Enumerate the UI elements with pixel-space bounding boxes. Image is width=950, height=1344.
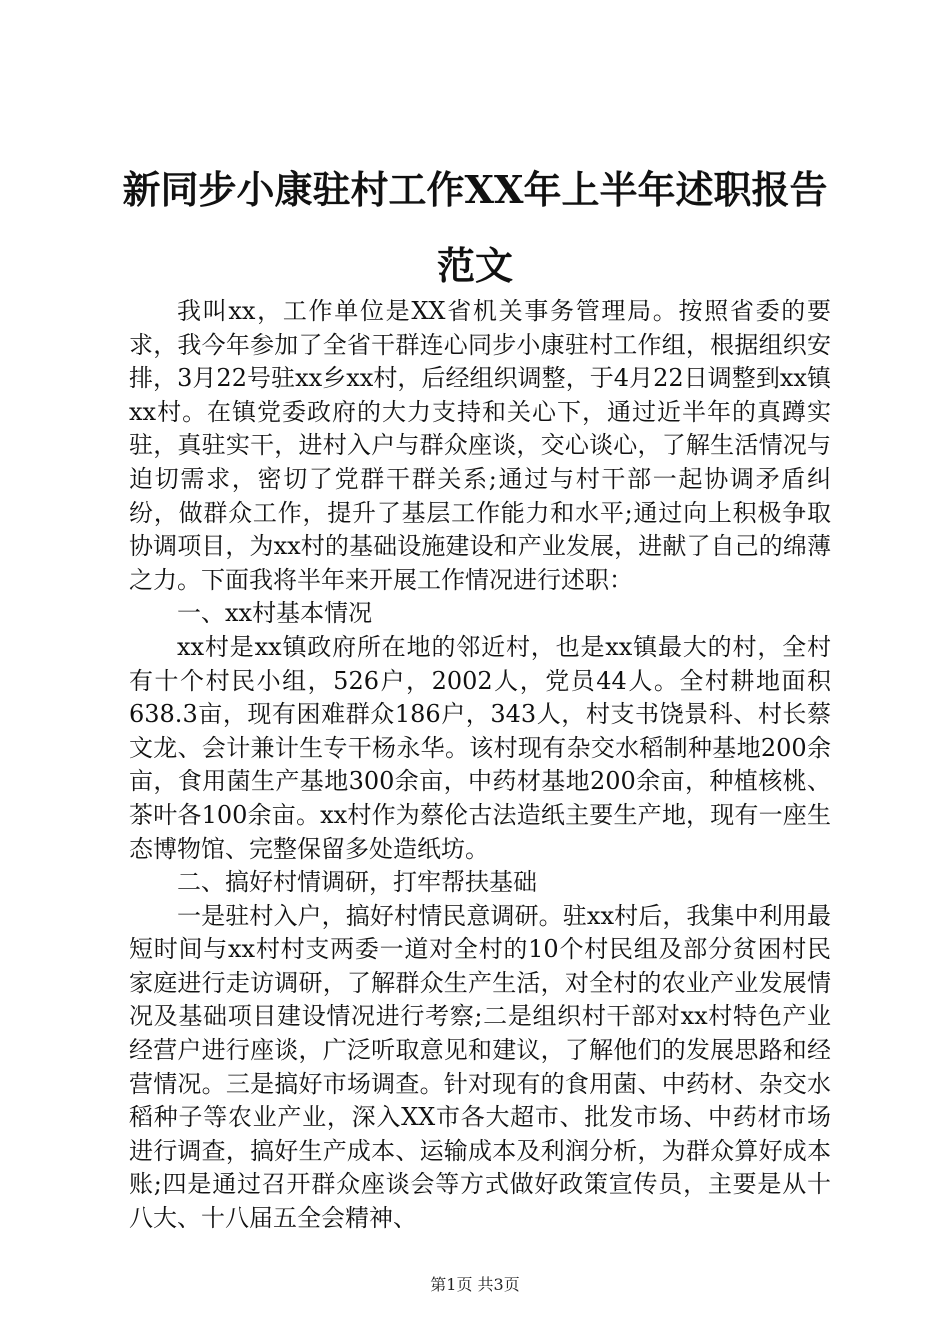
section-heading-2: 二、搞好村情调研，打牢帮扶基础 [177, 868, 537, 897]
section-heading-1: 一、xx村基本情况 [177, 599, 373, 628]
page-footer: 第1页 共3页 [430, 1275, 520, 1294]
paragraph-research: 一是驻村入户，搞好村情民意调研。驻xx村后，我集中利用最短时间与xx村村支两委一道对全村的10个村民组及部分贫困村民家庭进行走访调研，了解群众生产生活，对全村的农业产业发展情况及基础项目建设情况进行考察;二是组织村干部对xx村特色产业经营户进行座谈，广泛听取意见和建议，了解他们的发展思路和经营情况。三是搞好市场调查。针对现有的食用菌、中药材、杂交水稻种子等农业产业，深入XX市各大超市、批发市场、中药材市场进行调查，搞好生产成本、运输成本及利润分析，为群众算好成本账;四是通过召开群众座谈会等方式做好政策宣传员，主要是从十八大、十八届五全会精神、 [129, 901, 831, 1233]
document-body [129, 295, 831, 1236]
paragraph-intro: 我叫xx，工作单位是XX省机关事务管理局。按照省委的要求，我今年参加了全省干群连心同步小康驻村工作组，根据组织安排，3月22号驻xx乡xx村，后经组织调整，于4月22日调整到xx镇xx村。在镇党委政府的大力支持和关心下，通过近半年的真蹲实驻，真驻实干，进村入户与群众座谈，交心谈心，了解生活情况与迫切需求，密切了党群干群关系;通过与村干部一起协调矛盾纠纷，做群众工作，提升了基层工作能力和水平;通过向上积极争取协调项目，为xx村的基础设施建设和产业发展，进献了自己的绵薄之力。下面我将半年来开展工作情况进行述职： [129, 297, 831, 594]
paragraph-village-info: xx村是xx镇政府所在地的邻近村，也是xx镇最大的村，全村有十个村民小组，526户，2002人，党员44人。全村耕地面积638.3亩，现有困难群众186户，343人，村支书饶景科、村长蔡文龙、会计兼计生专干杨永华。该村现有杂交水稻制种基地200余亩，食用菌生产基地300余亩，中药材基地200余亩，种植核桃、茶叶各100余亩。xx村作为蔡伦古法造纸主要生产地，现有一座生态博物馆、完整保留多处造纸坊。 [129, 632, 831, 863]
document-title: 新同步小康驻村工作XX年上半年述职报告范文 [122, 167, 828, 288]
